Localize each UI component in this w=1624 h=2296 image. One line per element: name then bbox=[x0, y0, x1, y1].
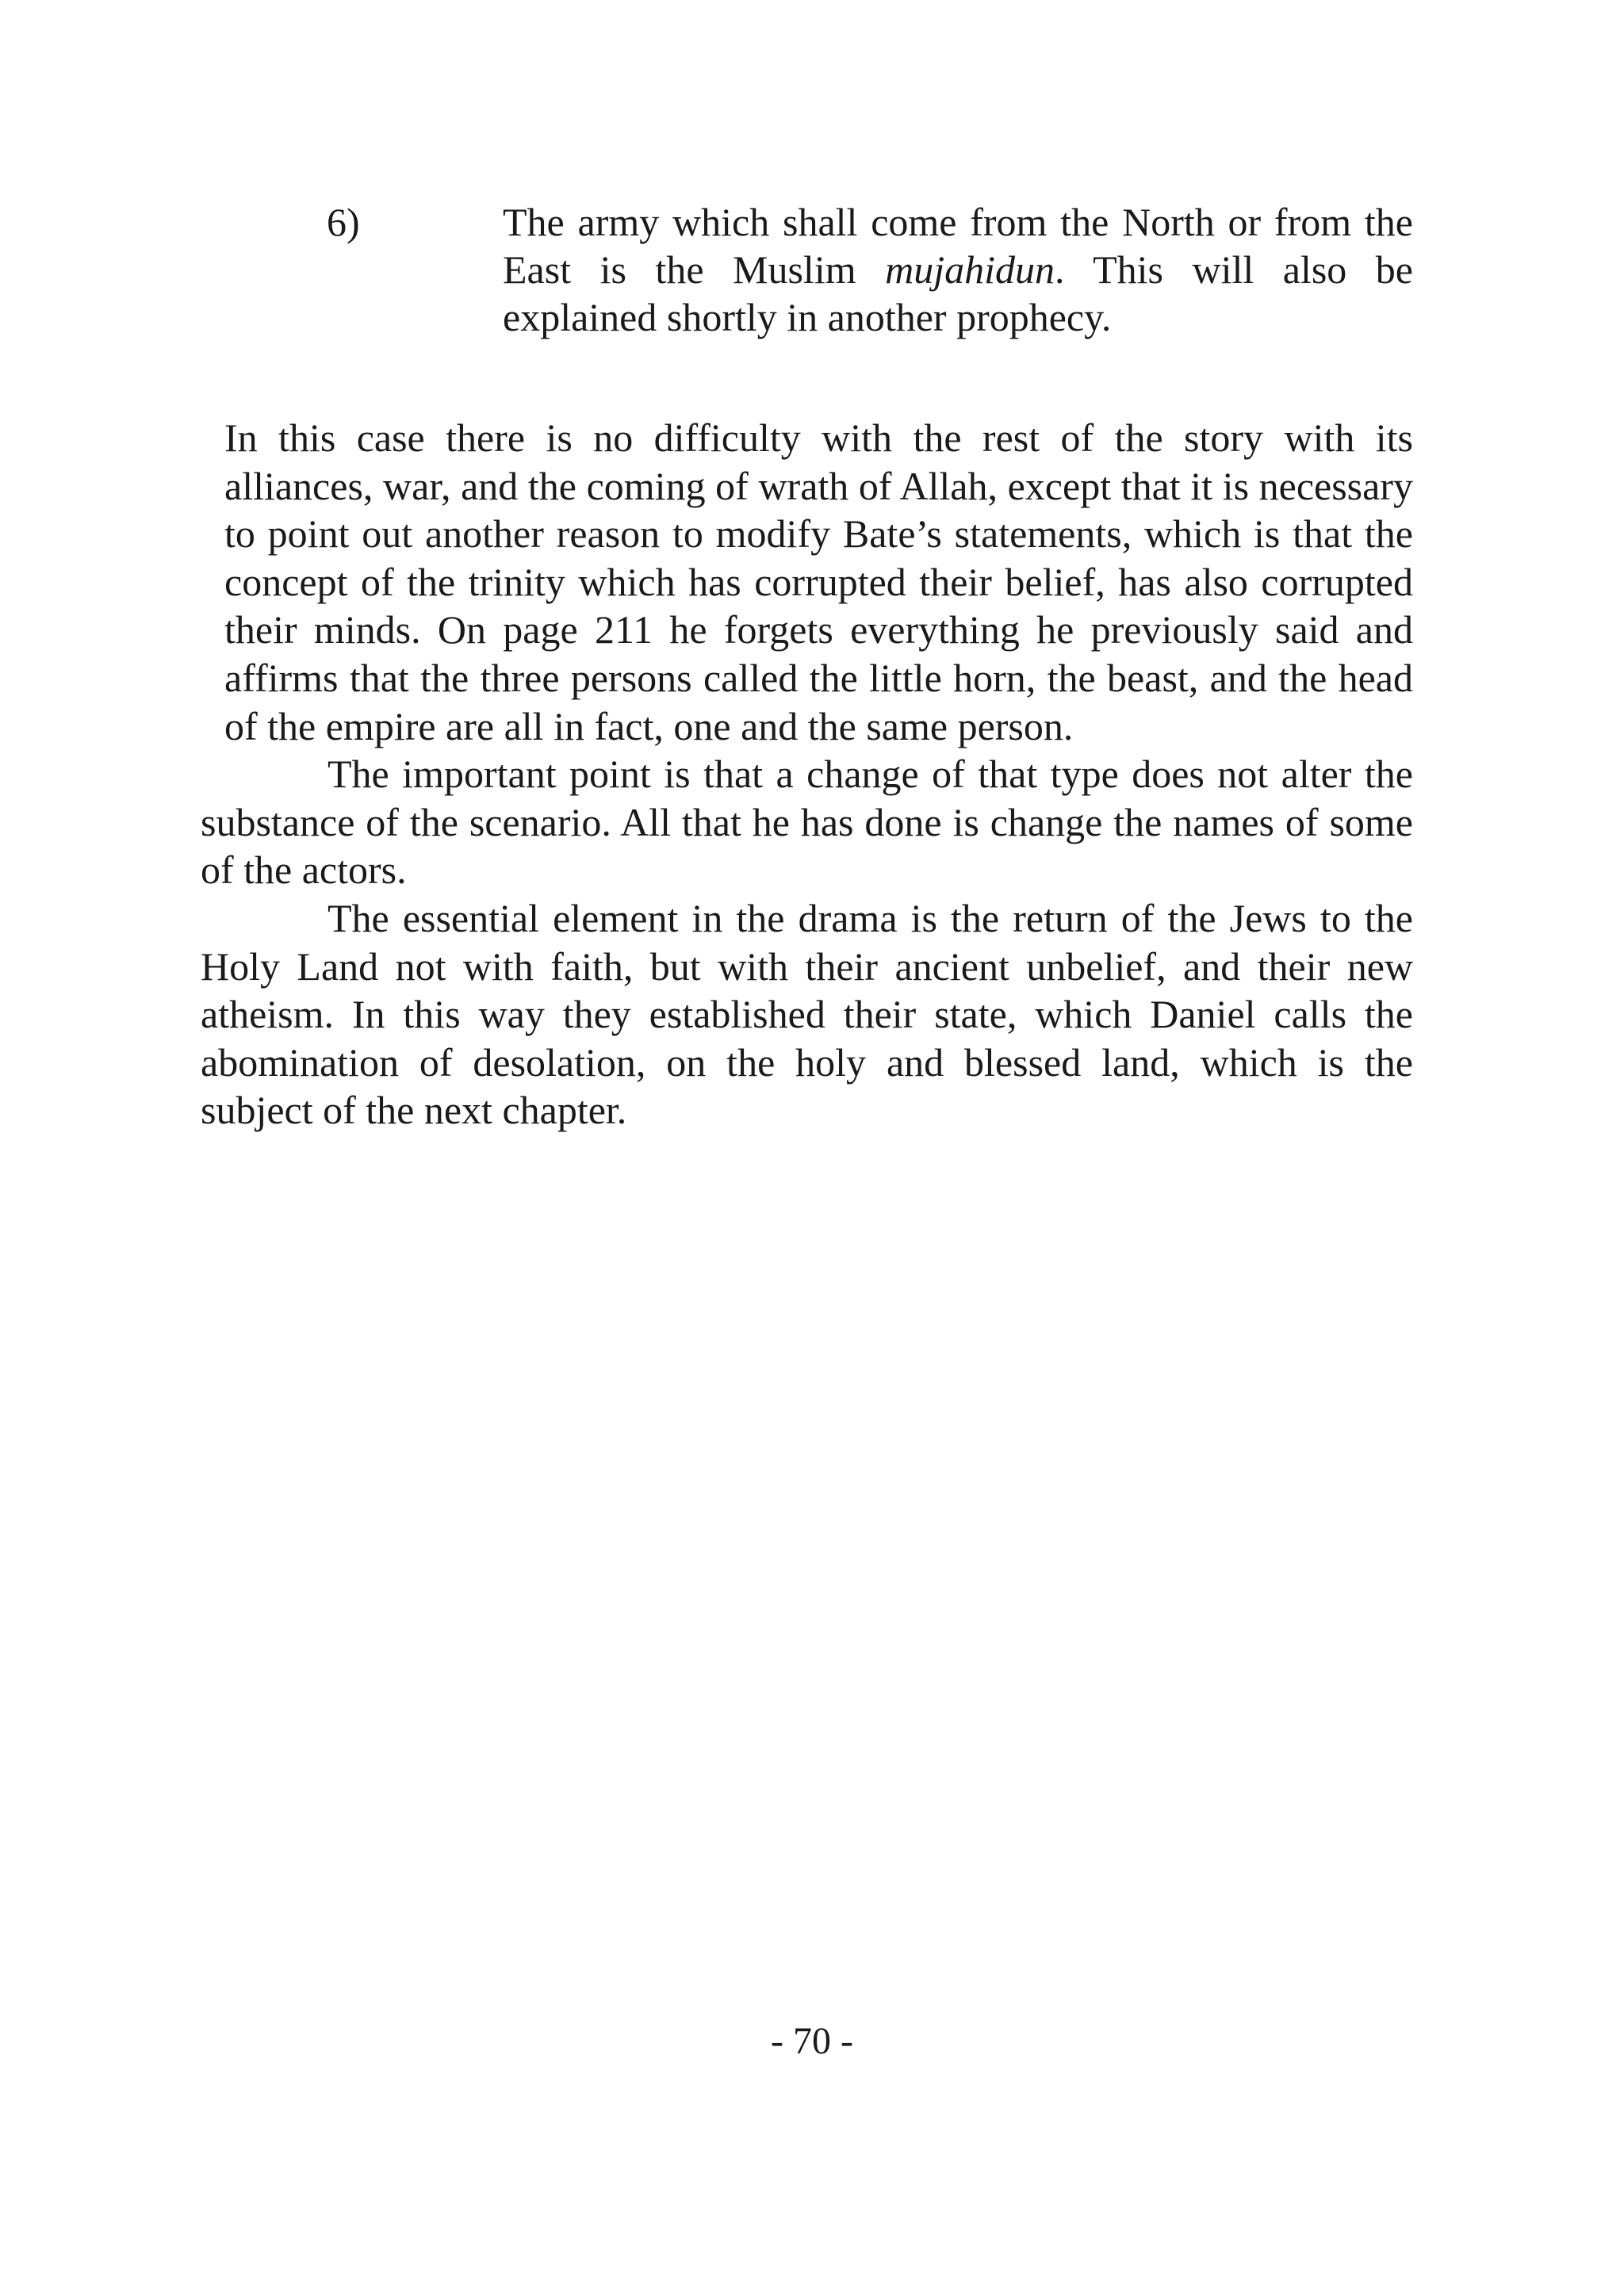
list-item-number: 6) bbox=[327, 200, 360, 244]
body-text bbox=[201, 414, 1413, 1135]
page-number: - 70 - bbox=[771, 2020, 853, 2062]
paragraph-3: The essential element in the drama is the return of the Jews to the Holy Land not with faith, but with their ancient unbelief, and their new atheism. In this way they established their state, which Daniel calls the abomination of desolation, on the holy and blessed land, which is the subject of the next chapter. bbox=[201, 895, 1413, 1133]
list-item-text-start: The army which shall come from the North or from the East is the Muslim bbox=[503, 200, 1413, 292]
italic-term: mujahidun bbox=[885, 247, 1055, 292]
list-item-text bbox=[503, 198, 1413, 341]
paragraph-2: The important point is that a change of that type does not alter the substance of the scenario. All that he has done is change the names of some of the actors. bbox=[201, 752, 1413, 893]
list-item-text-end: . This will also be explained shortly in another prophecy. bbox=[503, 247, 1413, 339]
paragraph-1: In this case there is no difficulty with the rest of the story with its alliances, war, and the coming of wrath of Allah, except that it is necessary to point out another reason to modify Bate’s statements, which is that the concept of the trinity which has corrupted their belief, has also corrupted their minds. On page 211 he forgets everything he previously said and affirms that the three persons called the little horn, the beast, and the head of the empire are all in fact, one and the same person. bbox=[224, 415, 1413, 748]
